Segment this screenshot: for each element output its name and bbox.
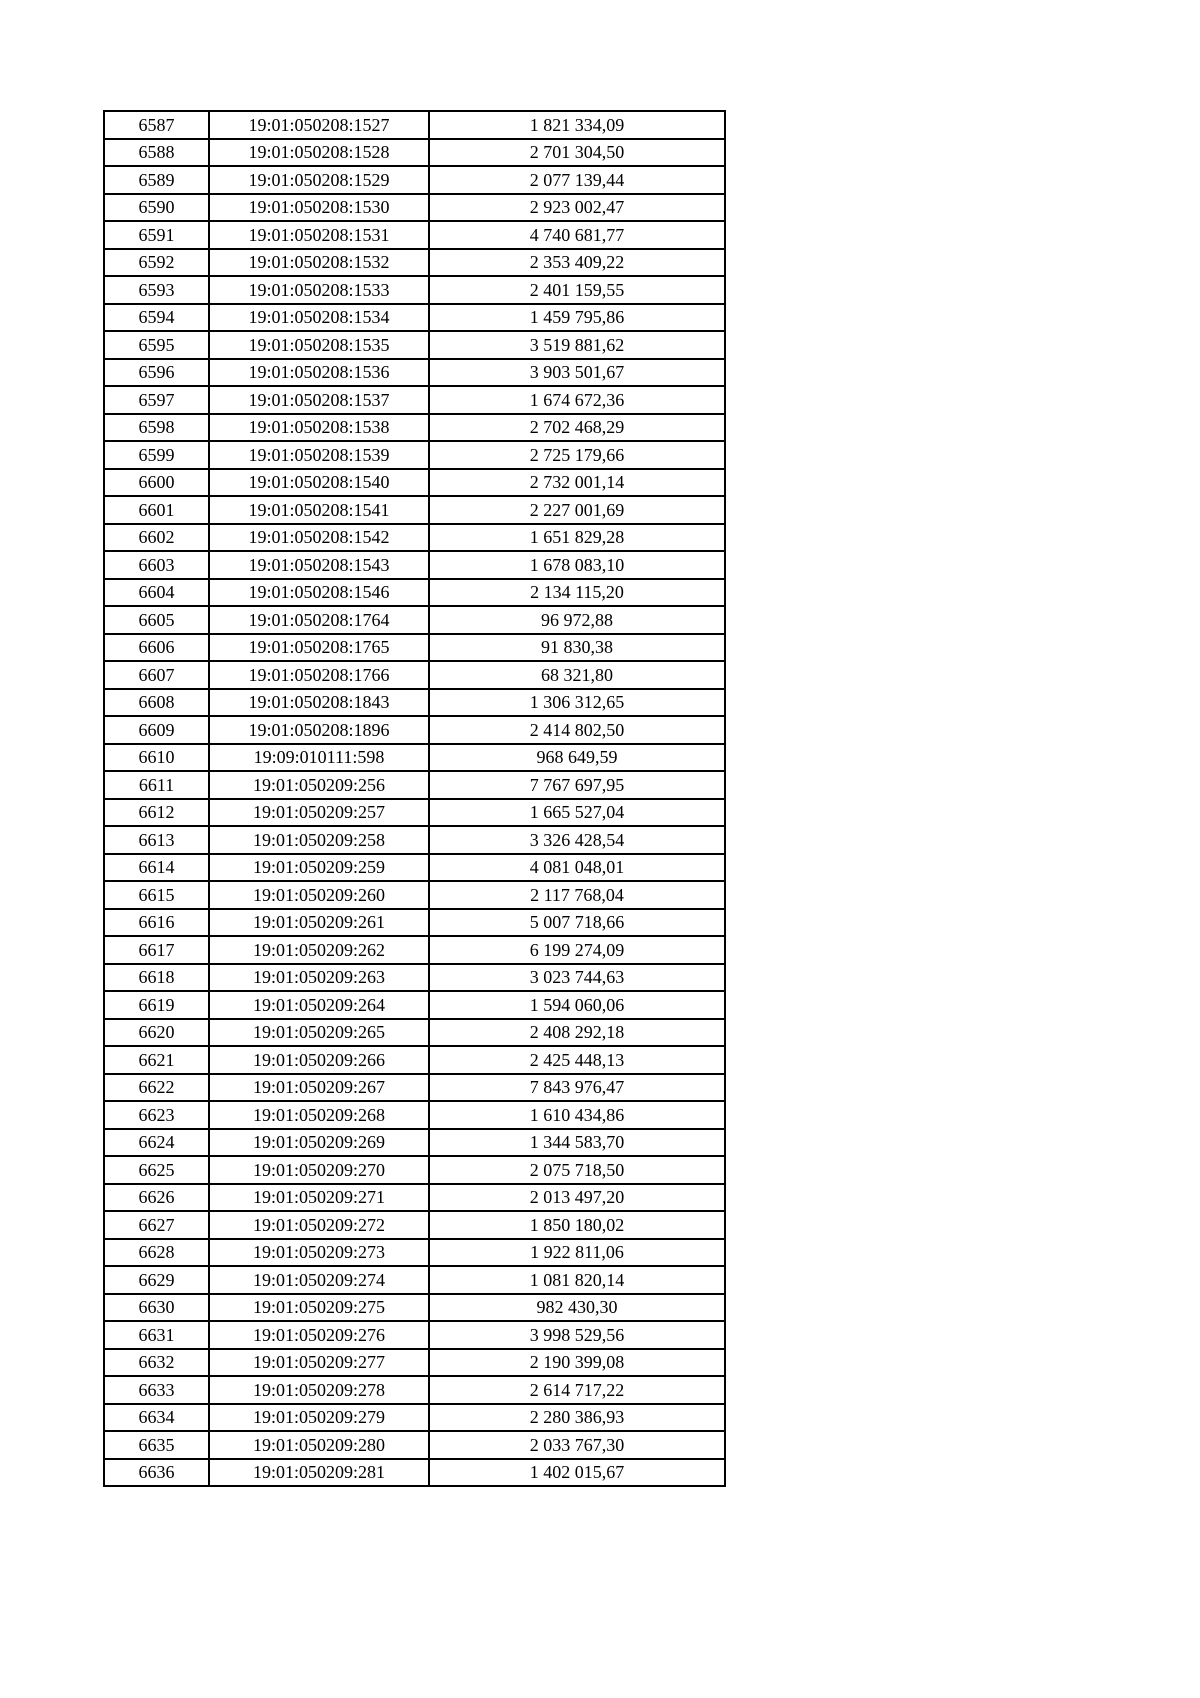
- row-number-cell: 6620: [104, 1019, 209, 1047]
- table-row: [104, 469, 725, 497]
- row-number-cell: 6619: [104, 991, 209, 1019]
- row-number-cell: 6618: [104, 964, 209, 992]
- cadastral-number-cell: 19:01:050209:273: [209, 1239, 429, 1267]
- cadastral-value-cell: 91 830,38: [429, 634, 725, 662]
- cadastral-number-cell: 19:01:050208:1764: [209, 606, 429, 634]
- table-row: [104, 1349, 725, 1377]
- cadastral-value-cell: 1 610 434,86: [429, 1101, 725, 1129]
- cadastral-value-cell: 1 922 811,06: [429, 1239, 725, 1267]
- table-row: [104, 194, 725, 222]
- row-number-cell: 6589: [104, 166, 209, 194]
- cadastral-value-cell: 2 134 115,20: [429, 579, 725, 607]
- table-row: [104, 111, 725, 139]
- row-number-cell: 6590: [104, 194, 209, 222]
- cadastral-value-cell: 2 117 768,04: [429, 881, 725, 909]
- cadastral-value-cell: 3 023 744,63: [429, 964, 725, 992]
- row-number-cell: 6588: [104, 139, 209, 167]
- table-row: [104, 826, 725, 854]
- table-row: [104, 1129, 725, 1157]
- cadastral-value-cell: 2 033 767,30: [429, 1431, 725, 1459]
- cadastral-value-table: [103, 110, 726, 1487]
- table-row: [104, 221, 725, 249]
- cadastral-value-cell: 96 972,88: [429, 606, 725, 634]
- cadastral-number-cell: 19:01:050208:1543: [209, 551, 429, 579]
- table-row: [104, 496, 725, 524]
- row-number-cell: 6609: [104, 716, 209, 744]
- table-row: [104, 1404, 725, 1432]
- cadastral-value-cell: 1 402 015,67: [429, 1459, 725, 1487]
- cadastral-number-cell: 19:01:050209:259: [209, 854, 429, 882]
- cadastral-number-cell: 19:01:050209:276: [209, 1321, 429, 1349]
- table-row: [104, 249, 725, 277]
- cadastral-value-cell: 2 077 139,44: [429, 166, 725, 194]
- cadastral-value-cell: 3 903 501,67: [429, 359, 725, 387]
- cadastral-value-cell: 68 321,80: [429, 661, 725, 689]
- table-row: [104, 1019, 725, 1047]
- cadastral-number-cell: 19:01:050209:260: [209, 881, 429, 909]
- row-number-cell: 6606: [104, 634, 209, 662]
- row-number-cell: 6633: [104, 1376, 209, 1404]
- cadastral-value-cell: 982 430,30: [429, 1294, 725, 1322]
- table-row: [104, 1431, 725, 1459]
- cadastral-number-cell: 19:01:050209:279: [209, 1404, 429, 1432]
- row-number-cell: 6629: [104, 1266, 209, 1294]
- cadastral-number-cell: 19:01:050209:274: [209, 1266, 429, 1294]
- row-number-cell: 6621: [104, 1046, 209, 1074]
- table-row: [104, 579, 725, 607]
- row-number-cell: 6601: [104, 496, 209, 524]
- cadastral-number-cell: 19:01:050209:257: [209, 799, 429, 827]
- table-row: [104, 1184, 725, 1212]
- row-number-cell: 6605: [104, 606, 209, 634]
- cadastral-value-cell: 1 344 583,70: [429, 1129, 725, 1157]
- row-number-cell: 6613: [104, 826, 209, 854]
- cadastral-number-cell: 19:01:050209:278: [209, 1376, 429, 1404]
- row-number-cell: 6622: [104, 1074, 209, 1102]
- row-number-cell: 6615: [104, 881, 209, 909]
- cadastral-value-cell: 2 190 399,08: [429, 1349, 725, 1377]
- cadastral-number-cell: 19:01:050209:270: [209, 1156, 429, 1184]
- cadastral-value-cell: 6 199 274,09: [429, 936, 725, 964]
- cadastral-number-cell: 19:01:050209:268: [209, 1101, 429, 1129]
- row-number-cell: 6630: [104, 1294, 209, 1322]
- cadastral-number-cell: 19:01:050209:267: [209, 1074, 429, 1102]
- row-number-cell: 6602: [104, 524, 209, 552]
- cadastral-number-cell: 19:01:050208:1534: [209, 304, 429, 332]
- cadastral-number-cell: 19:01:050209:275: [209, 1294, 429, 1322]
- table-row: [104, 1459, 725, 1487]
- row-number-cell: 6600: [104, 469, 209, 497]
- table-row: [104, 909, 725, 937]
- table-row: [104, 661, 725, 689]
- cadastral-number-cell: 19:09:010111:598: [209, 744, 429, 772]
- row-number-cell: 6595: [104, 331, 209, 359]
- table-row: [104, 551, 725, 579]
- cadastral-number-cell: 19:01:050208:1765: [209, 634, 429, 662]
- cadastral-number-cell: 19:01:050208:1529: [209, 166, 429, 194]
- row-number-cell: 6597: [104, 386, 209, 414]
- cadastral-value-cell: 1 306 312,65: [429, 689, 725, 717]
- cadastral-number-cell: 19:01:050208:1530: [209, 194, 429, 222]
- cadastral-value-cell: 1 594 060,06: [429, 991, 725, 1019]
- cadastral-value-cell: 2 614 717,22: [429, 1376, 725, 1404]
- row-number-cell: 6587: [104, 111, 209, 139]
- cadastral-value-cell: 2 425 448,13: [429, 1046, 725, 1074]
- row-number-cell: 6628: [104, 1239, 209, 1267]
- cadastral-number-cell: 19:01:050209:271: [209, 1184, 429, 1212]
- cadastral-value-cell: 2 013 497,20: [429, 1184, 725, 1212]
- row-number-cell: 6626: [104, 1184, 209, 1212]
- cadastral-value-cell: 968 649,59: [429, 744, 725, 772]
- table-row: [104, 276, 725, 304]
- table-row: [104, 1156, 725, 1184]
- table-row: [104, 1376, 725, 1404]
- table-row: [104, 139, 725, 167]
- row-number-cell: 6616: [104, 909, 209, 937]
- cadastral-number-cell: 19:01:050209:265: [209, 1019, 429, 1047]
- cadastral-number-cell: 19:01:050209:264: [209, 991, 429, 1019]
- row-number-cell: 6614: [104, 854, 209, 882]
- table-row: [104, 689, 725, 717]
- cadastral-value-cell: 1 850 180,02: [429, 1211, 725, 1239]
- row-number-cell: 6611: [104, 771, 209, 799]
- table-row: [104, 936, 725, 964]
- cadastral-number-cell: 19:01:050208:1766: [209, 661, 429, 689]
- row-number-cell: 6608: [104, 689, 209, 717]
- row-number-cell: 6607: [104, 661, 209, 689]
- table-row: [104, 1239, 725, 1267]
- table-row: [104, 1101, 725, 1129]
- cadastral-number-cell: 19:01:050208:1896: [209, 716, 429, 744]
- cadastral-number-cell: 19:01:050209:263: [209, 964, 429, 992]
- table-body: [104, 111, 725, 1486]
- cadastral-number-cell: 19:01:050209:256: [209, 771, 429, 799]
- table-row: [104, 771, 725, 799]
- cadastral-value-cell: 2 401 159,55: [429, 276, 725, 304]
- cadastral-number-cell: 19:01:050208:1539: [209, 441, 429, 469]
- row-number-cell: 6635: [104, 1431, 209, 1459]
- cadastral-value-cell: 3 519 881,62: [429, 331, 725, 359]
- cadastral-value-cell: 3 326 428,54: [429, 826, 725, 854]
- table-row: [104, 1211, 725, 1239]
- cadastral-number-cell: 19:01:050209:280: [209, 1431, 429, 1459]
- cadastral-value-cell: 7 767 697,95: [429, 771, 725, 799]
- cadastral-value-cell: 2 227 001,69: [429, 496, 725, 524]
- cadastral-number-cell: 19:01:050208:1546: [209, 579, 429, 607]
- cadastral-value-cell: 1 674 672,36: [429, 386, 725, 414]
- cadastral-number-cell: 19:01:050208:1536: [209, 359, 429, 387]
- cadastral-number-cell: 19:01:050208:1540: [209, 469, 429, 497]
- cadastral-value-cell: 1 459 795,86: [429, 304, 725, 332]
- cadastral-number-cell: 19:01:050208:1527: [209, 111, 429, 139]
- cadastral-number-cell: 19:01:050208:1535: [209, 331, 429, 359]
- cadastral-number-cell: 19:01:050209:281: [209, 1459, 429, 1487]
- table-row: [104, 744, 725, 772]
- row-number-cell: 6598: [104, 414, 209, 442]
- cadastral-number-cell: 19:01:050208:1532: [209, 249, 429, 277]
- cadastral-number-cell: 19:01:050209:272: [209, 1211, 429, 1239]
- row-number-cell: 6593: [104, 276, 209, 304]
- table-row: [104, 991, 725, 1019]
- table-row: [104, 524, 725, 552]
- cadastral-value-cell: 2 732 001,14: [429, 469, 725, 497]
- row-number-cell: 6591: [104, 221, 209, 249]
- table-row: [104, 1321, 725, 1349]
- cadastral-number-cell: 19:01:050209:277: [209, 1349, 429, 1377]
- table-row: [104, 304, 725, 332]
- table-row: [104, 1074, 725, 1102]
- cadastral-value-cell: 2 701 304,50: [429, 139, 725, 167]
- cadastral-value-cell: 2 280 386,93: [429, 1404, 725, 1432]
- row-number-cell: 6623: [104, 1101, 209, 1129]
- row-number-cell: 6599: [104, 441, 209, 469]
- cadastral-value-cell: 2 725 179,66: [429, 441, 725, 469]
- table-row: [104, 716, 725, 744]
- cadastral-number-cell: 19:01:050209:262: [209, 936, 429, 964]
- table-row: [104, 881, 725, 909]
- row-number-cell: 6603: [104, 551, 209, 579]
- table-row: [104, 441, 725, 469]
- cadastral-value-cell: 4 740 681,77: [429, 221, 725, 249]
- row-number-cell: 6592: [104, 249, 209, 277]
- table-row: [104, 166, 725, 194]
- table-row: [104, 799, 725, 827]
- cadastral-number-cell: 19:01:050209:258: [209, 826, 429, 854]
- cadastral-number-cell: 19:01:050209:261: [209, 909, 429, 937]
- row-number-cell: 6631: [104, 1321, 209, 1349]
- row-number-cell: 6632: [104, 1349, 209, 1377]
- cadastral-number-cell: 19:01:050208:1528: [209, 139, 429, 167]
- cadastral-number-cell: 19:01:050209:266: [209, 1046, 429, 1074]
- table-row: [104, 606, 725, 634]
- row-number-cell: 6625: [104, 1156, 209, 1184]
- cadastral-value-cell: 5 007 718,66: [429, 909, 725, 937]
- row-number-cell: 6594: [104, 304, 209, 332]
- table-row: [104, 1046, 725, 1074]
- cadastral-value-cell: 1 081 820,14: [429, 1266, 725, 1294]
- cadastral-number-cell: 19:01:050208:1531: [209, 221, 429, 249]
- table-row: [104, 359, 725, 387]
- cadastral-value-cell: 4 081 048,01: [429, 854, 725, 882]
- table-row: [104, 1266, 725, 1294]
- table-row: [104, 386, 725, 414]
- cadastral-number-cell: 19:01:050208:1538: [209, 414, 429, 442]
- cadastral-value-cell: 3 998 529,56: [429, 1321, 725, 1349]
- cadastral-number-cell: 19:01:050208:1541: [209, 496, 429, 524]
- cadastral-number-cell: 19:01:050209:269: [209, 1129, 429, 1157]
- cadastral-value-cell: 2 353 409,22: [429, 249, 725, 277]
- row-number-cell: 6596: [104, 359, 209, 387]
- table-row: [104, 1294, 725, 1322]
- cadastral-value-cell: 7 843 976,47: [429, 1074, 725, 1102]
- row-number-cell: 6612: [104, 799, 209, 827]
- row-number-cell: 6627: [104, 1211, 209, 1239]
- table-row: [104, 634, 725, 662]
- cadastral-value-cell: 1 821 334,09: [429, 111, 725, 139]
- row-number-cell: 6610: [104, 744, 209, 772]
- cadastral-number-cell: 19:01:050208:1537: [209, 386, 429, 414]
- cadastral-number-cell: 19:01:050208:1843: [209, 689, 429, 717]
- row-number-cell: 6636: [104, 1459, 209, 1487]
- row-number-cell: 6604: [104, 579, 209, 607]
- table-row: [104, 331, 725, 359]
- cadastral-value-cell: 2 414 802,50: [429, 716, 725, 744]
- cadastral-value-cell: 1 665 527,04: [429, 799, 725, 827]
- row-number-cell: 6634: [104, 1404, 209, 1432]
- table-row: [104, 854, 725, 882]
- cadastral-value-cell: 1 651 829,28: [429, 524, 725, 552]
- row-number-cell: 6624: [104, 1129, 209, 1157]
- cadastral-value-cell: 2 702 468,29: [429, 414, 725, 442]
- table-row: [104, 414, 725, 442]
- cadastral-value-cell: 2 408 292,18: [429, 1019, 725, 1047]
- cadastral-value-cell: 2 923 002,47: [429, 194, 725, 222]
- cadastral-number-cell: 19:01:050208:1542: [209, 524, 429, 552]
- cadastral-value-cell: 2 075 718,50: [429, 1156, 725, 1184]
- table-row: [104, 964, 725, 992]
- cadastral-number-cell: 19:01:050208:1533: [209, 276, 429, 304]
- row-number-cell: 6617: [104, 936, 209, 964]
- cadastral-value-cell: 1 678 083,10: [429, 551, 725, 579]
